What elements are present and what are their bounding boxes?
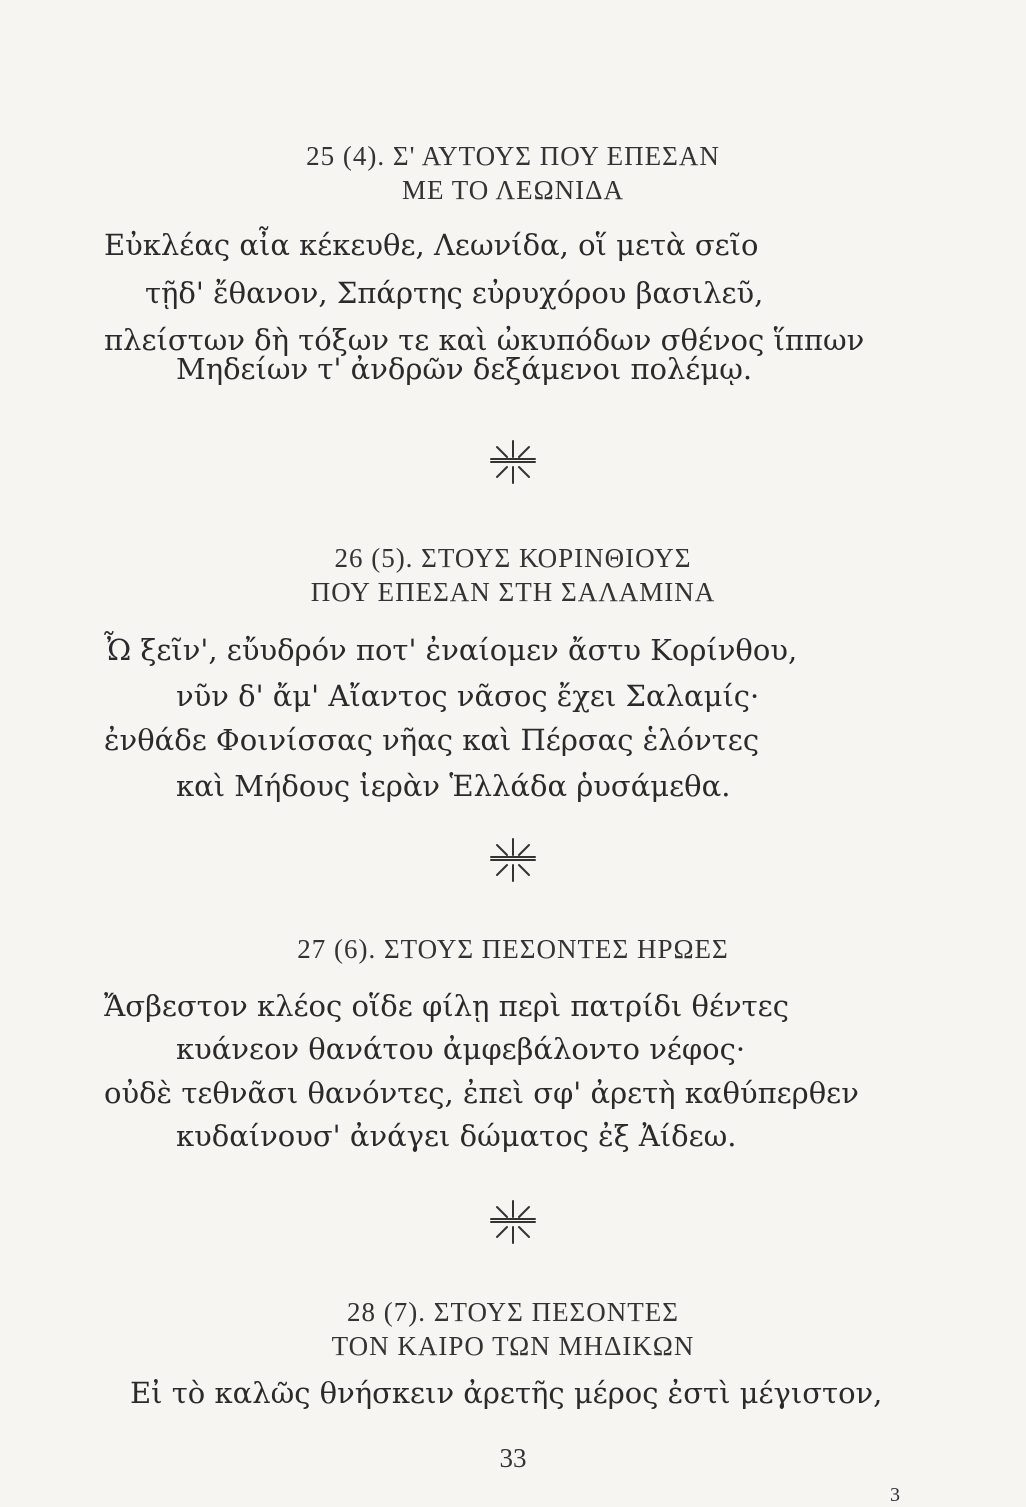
poem-28-heading-line-1: 28 (7). ΣΤΟΥΣ ΠΕΣΟΝΤΕΣ bbox=[347, 1297, 679, 1327]
poem-25-heading-line-1: 25 (4). Σ' ΑΥΤΟΥΣ ΠΟΥ ΕΠΕΣΑΝ bbox=[306, 141, 720, 171]
asterism-ornament-icon bbox=[483, 835, 543, 885]
asterism-ornament-icon bbox=[483, 437, 543, 487]
asterism-ornament-icon bbox=[483, 1197, 543, 1247]
poem-28-heading-line-2: ΤΟΝ ΚΑΙΡΟ ΤΩΝ ΜΗΔΙΚΩΝ bbox=[331, 1331, 695, 1361]
page-number: 33 bbox=[499, 1443, 527, 1473]
poem-25-heading-line-2: ΜΕ ΤΟ ΛΕΩΝΙΔΑ bbox=[401, 175, 624, 205]
poem-26-line-2: νῦν δ' ἄμ' Αἴαντος νᾶσος ἔχει Σαλαμίς· bbox=[176, 679, 760, 713]
corner-signature-mark: 3 bbox=[890, 1484, 900, 1506]
poem-25-heading bbox=[0, 139, 1026, 207]
poem-26-line-4: καὶ Μήδους ἱερὰν Ἑλλάδα ῥυσάμεθα. bbox=[176, 769, 731, 803]
poem-27-line-4: κυδαίνουσ' ἀνάγει δώματος ἐξ Ἀίδεω. bbox=[176, 1119, 737, 1153]
poem-27-line-2: κυάνεον θανάτου ἀμφεβάλοντο νέφος· bbox=[176, 1032, 746, 1066]
poem-27-heading-line-1: 27 (6). ΣΤΟΥΣ ΠΕΣΟΝΤΕΣ ΗΡΩΕΣ bbox=[297, 934, 729, 964]
poem-26-heading-line-2: ΠΟΥ ΕΠΕΣΑΝ ΣΤΗ ΣΑΛΑΜΙΝΑ bbox=[310, 577, 716, 607]
poem-27-heading bbox=[0, 932, 1026, 966]
poem-27-line-3: οὐδὲ τεθνᾶσι θανόντες, ἐπεὶ σφ' ἀρετὴ καθύπερθεν bbox=[104, 1076, 859, 1110]
poem-26-heading bbox=[0, 541, 1026, 609]
poem-25-line-1: Εὐκλέας αἶα κέκευθε, Λεωνίδα, οἵ μετὰ σεῖο bbox=[104, 228, 759, 262]
poem-26-line-1: Ὦ ξεῖν', εὔυδρόν ποτ' ἐναίομεν ἄστυ Κορίνθου, bbox=[104, 633, 798, 667]
poem-26-heading-line-1: 26 (5). ΣΤΟΥΣ ΚΟΡΙΝΘΙΟΥΣ bbox=[334, 543, 692, 573]
poem-25-line-3: πλείστων δὴ τόξων τε καὶ ὠκυπόδων σθένος ἵππων bbox=[104, 323, 865, 357]
poem-25-line-2: τῇδ' ἔθανον, Σπάρτης εὐρυχόρου βασιλεῦ, bbox=[145, 276, 764, 310]
poem-28-line-1: Εἰ τὸ καλῶς θνήσκειν ἀρετῆς μέρος ἐστὶ μέγιστον, bbox=[130, 1376, 883, 1410]
poem-28-heading bbox=[0, 1295, 1026, 1363]
poem-27-line-1: Ἄσβεστον κλέος οἵδε φίλῃ περὶ πατρίδι θέντες bbox=[104, 989, 789, 1023]
poem-26-line-3: ἐνθάδε Φοινίσσας νῆας καὶ Πέρσας ἑλόντες bbox=[104, 723, 760, 757]
poem-25-line-4: Μηδείων τ' ἀνδρῶν δεξάμενοι πολέμῳ. bbox=[176, 352, 753, 386]
